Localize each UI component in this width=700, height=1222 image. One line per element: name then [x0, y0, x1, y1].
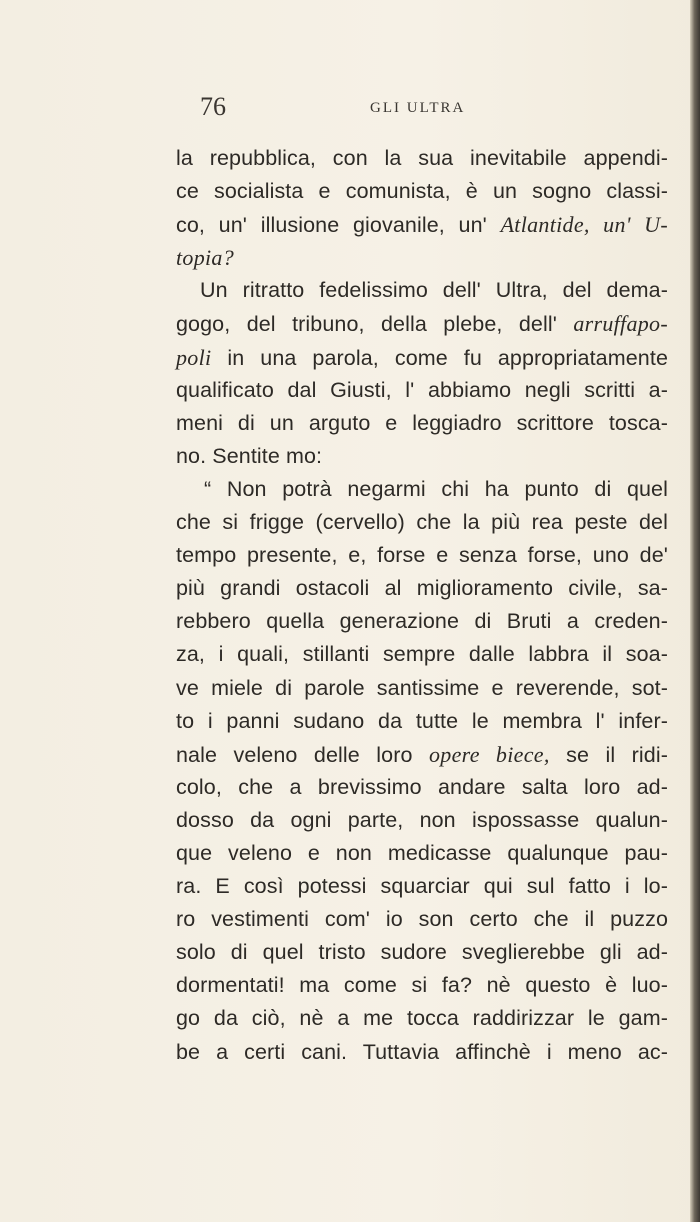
text-segment: qualificato dal Giusti, l' abbiamo negli scritti a- [176, 377, 668, 402]
text-segment: ce socialista e comunista, è un sogno classi- [176, 179, 668, 204]
text-line [176, 274, 668, 307]
text-segment: dosso da ogni parte, non ispossasse qualun- [176, 807, 668, 832]
text-line [176, 870, 668, 903]
text-segment: che si frigge (cervello) che la più rea peste del [176, 510, 668, 535]
text-segment: dormentati! ma come si fa? nè questo è luo- [176, 973, 668, 998]
text-segment: se il ridi- [549, 742, 668, 767]
italic-text: opere biece, [428, 741, 550, 767]
text-line [176, 374, 668, 407]
text-line [176, 241, 668, 274]
text-line [176, 572, 668, 605]
text-segment: co, un' illusione giovanile, un' [176, 213, 501, 238]
text-line [176, 771, 668, 804]
text-segment: no. Sentite mo: [176, 443, 323, 468]
text-line [176, 738, 668, 771]
text-segment: to i panni sudano da tutte le membra l' infer- [176, 708, 668, 733]
text-segment: “ Non potrà negarmi chi ha punto di quel [204, 476, 668, 501]
italic-text: arruffapo- [573, 311, 668, 337]
text-segment: rebbero quella generazione di Bruti a creden- [176, 609, 668, 634]
text-line [176, 307, 668, 340]
text-segment: gogo, del tribuno, della plebe, dell' [176, 312, 574, 337]
text-segment: colo, che a brevissimo andare salta loro ad- [176, 774, 668, 799]
text-line [176, 605, 668, 638]
text-segment: ra. E così potessi squarciar qui sul fatto i lo- [176, 874, 668, 899]
text-segment: in una parola, come fu appropriatamente [211, 345, 668, 370]
text-segment: la repubblica, con la sua inevitabile appendi- [176, 146, 668, 170]
body-text [176, 142, 668, 1069]
text-segment: tempo presente, e, forse e senza forse, uno de' [176, 543, 668, 568]
italic-text: Atlantide, un' U- [500, 212, 668, 238]
text-line [176, 142, 668, 175]
page-edge-shadow [690, 0, 700, 1222]
text-line [176, 638, 668, 671]
text-line [176, 672, 668, 705]
text-line [176, 341, 668, 374]
running-head [200, 92, 500, 122]
text-line [176, 175, 668, 208]
text-segment: ve miele di parole santissime e reverende, sot- [176, 675, 668, 700]
text-line [176, 473, 668, 506]
text-segment: za, i quali, stillanti sempre dalle labbra il soa- [176, 642, 668, 667]
text-segment: più grandi ostacoli al miglioramento civile, sa- [176, 576, 668, 601]
text-segment: que veleno e non medicasse qualunque pau- [176, 840, 668, 865]
running-title: GLI ULTRA [370, 100, 466, 116]
text-segment: be a certi cani. Tuttavia affinchè i meno ac- [176, 1039, 668, 1064]
text-line [176, 804, 668, 837]
text-segment: go da ciò, nè a me tocca raddirizzar le gam- [176, 1006, 668, 1031]
italic-text: topia? [176, 245, 235, 271]
text-line [176, 407, 668, 440]
italic-text: poli [176, 344, 212, 370]
text-segment: meni di un arguto e leggiadro scrittore tosca- [176, 410, 668, 435]
text-segment: nale veleno delle loro [176, 742, 429, 767]
text-segment: solo di quel tristo sudore sveglierebbe gli ad- [176, 940, 668, 965]
text-line [176, 208, 668, 241]
text-segment: Un ritratto fedelissimo dell' Ultra, del dema- [200, 278, 668, 303]
text-line [176, 903, 668, 936]
text-line [176, 837, 668, 870]
text-line [176, 1002, 668, 1035]
text-line [176, 705, 668, 738]
text-line [176, 936, 668, 969]
text-line [176, 440, 668, 473]
text-line [176, 969, 668, 1002]
text-line [176, 506, 668, 539]
page-number: 76 [200, 92, 226, 121]
text-line [176, 539, 668, 572]
text-segment: ro vestimenti com' io son certo che il puzzo [176, 907, 668, 932]
text-line [176, 1036, 668, 1069]
